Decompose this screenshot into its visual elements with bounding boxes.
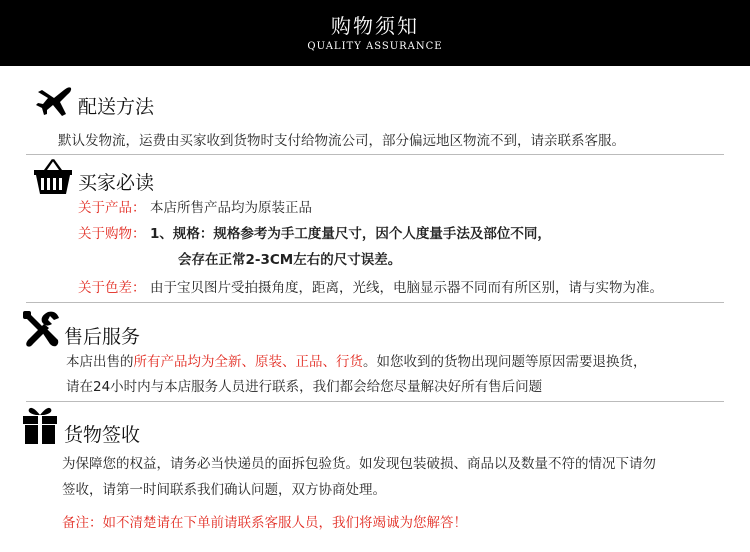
receipt-title: 货物签收 <box>64 424 141 446</box>
divider <box>26 401 724 402</box>
color-label: 关于色差： <box>78 280 146 296</box>
shipping-title: 配送方法 <box>78 96 155 118</box>
product-label: 关于产品： <box>78 200 146 216</box>
header-banner <box>0 0 750 66</box>
aftersale-title: 售后服务 <box>64 326 141 348</box>
purchase-label: 关于购物： <box>78 226 146 242</box>
aftersale-line1-pre: 本店出售的 <box>66 354 134 370</box>
purchase-line1: 1、规格：规格参考为手工度量尺寸，因个人度量手法及部位不同， <box>150 226 551 242</box>
purchase-line2: 会存在正常2-3CM左右的尺寸误差。 <box>178 252 402 268</box>
receipt-note: 备注：如不清楚请在下单前请联系客服人员，我们将竭诚为您解答！ <box>62 515 467 531</box>
basket-icon <box>32 156 74 196</box>
airplane-icon <box>36 86 72 116</box>
receipt-line2: 签收，请第一时间联系我们确认问题，双方协商处理。 <box>62 482 386 498</box>
tools-icon <box>22 310 60 348</box>
gift-icon <box>22 405 58 445</box>
aftersale-highlight: 所有产品均为全新、原装、正品、行货 <box>133 354 363 370</box>
aftersale-line1-post: 。如您收到的货物出现问题等原因需要退换货， <box>363 354 647 370</box>
aftersale-line1 <box>66 350 647 370</box>
page-subtitle: QUALITY ASSURANCE <box>307 41 443 52</box>
divider <box>26 302 724 303</box>
buyer-title: 买家必读 <box>78 172 155 194</box>
shipping-text: 默认发物流，运费由买家收到货物时支付给物流公司，部分偏远地区物流不到，请亲联系客服。 <box>58 133 625 149</box>
product-text: 本店所售产品均为原装正品 <box>150 200 312 216</box>
color-text: 由于宝贝图片受拍摄角度，距离，光线，电脑显示器不同而有所区别，请与实物为准。 <box>150 280 663 296</box>
aftersale-line2: 请在24小时内与本店服务人员进行联系，我们都会给您尽量解决好所有售后问题 <box>66 379 543 395</box>
page-title: 购物须知 <box>331 14 419 38</box>
divider <box>26 154 724 155</box>
receipt-line1: 为保障您的权益，请务必当快递员的面拆包验货。如发现包装破损、商品以及数量不符的情况下请勿 <box>62 456 656 472</box>
